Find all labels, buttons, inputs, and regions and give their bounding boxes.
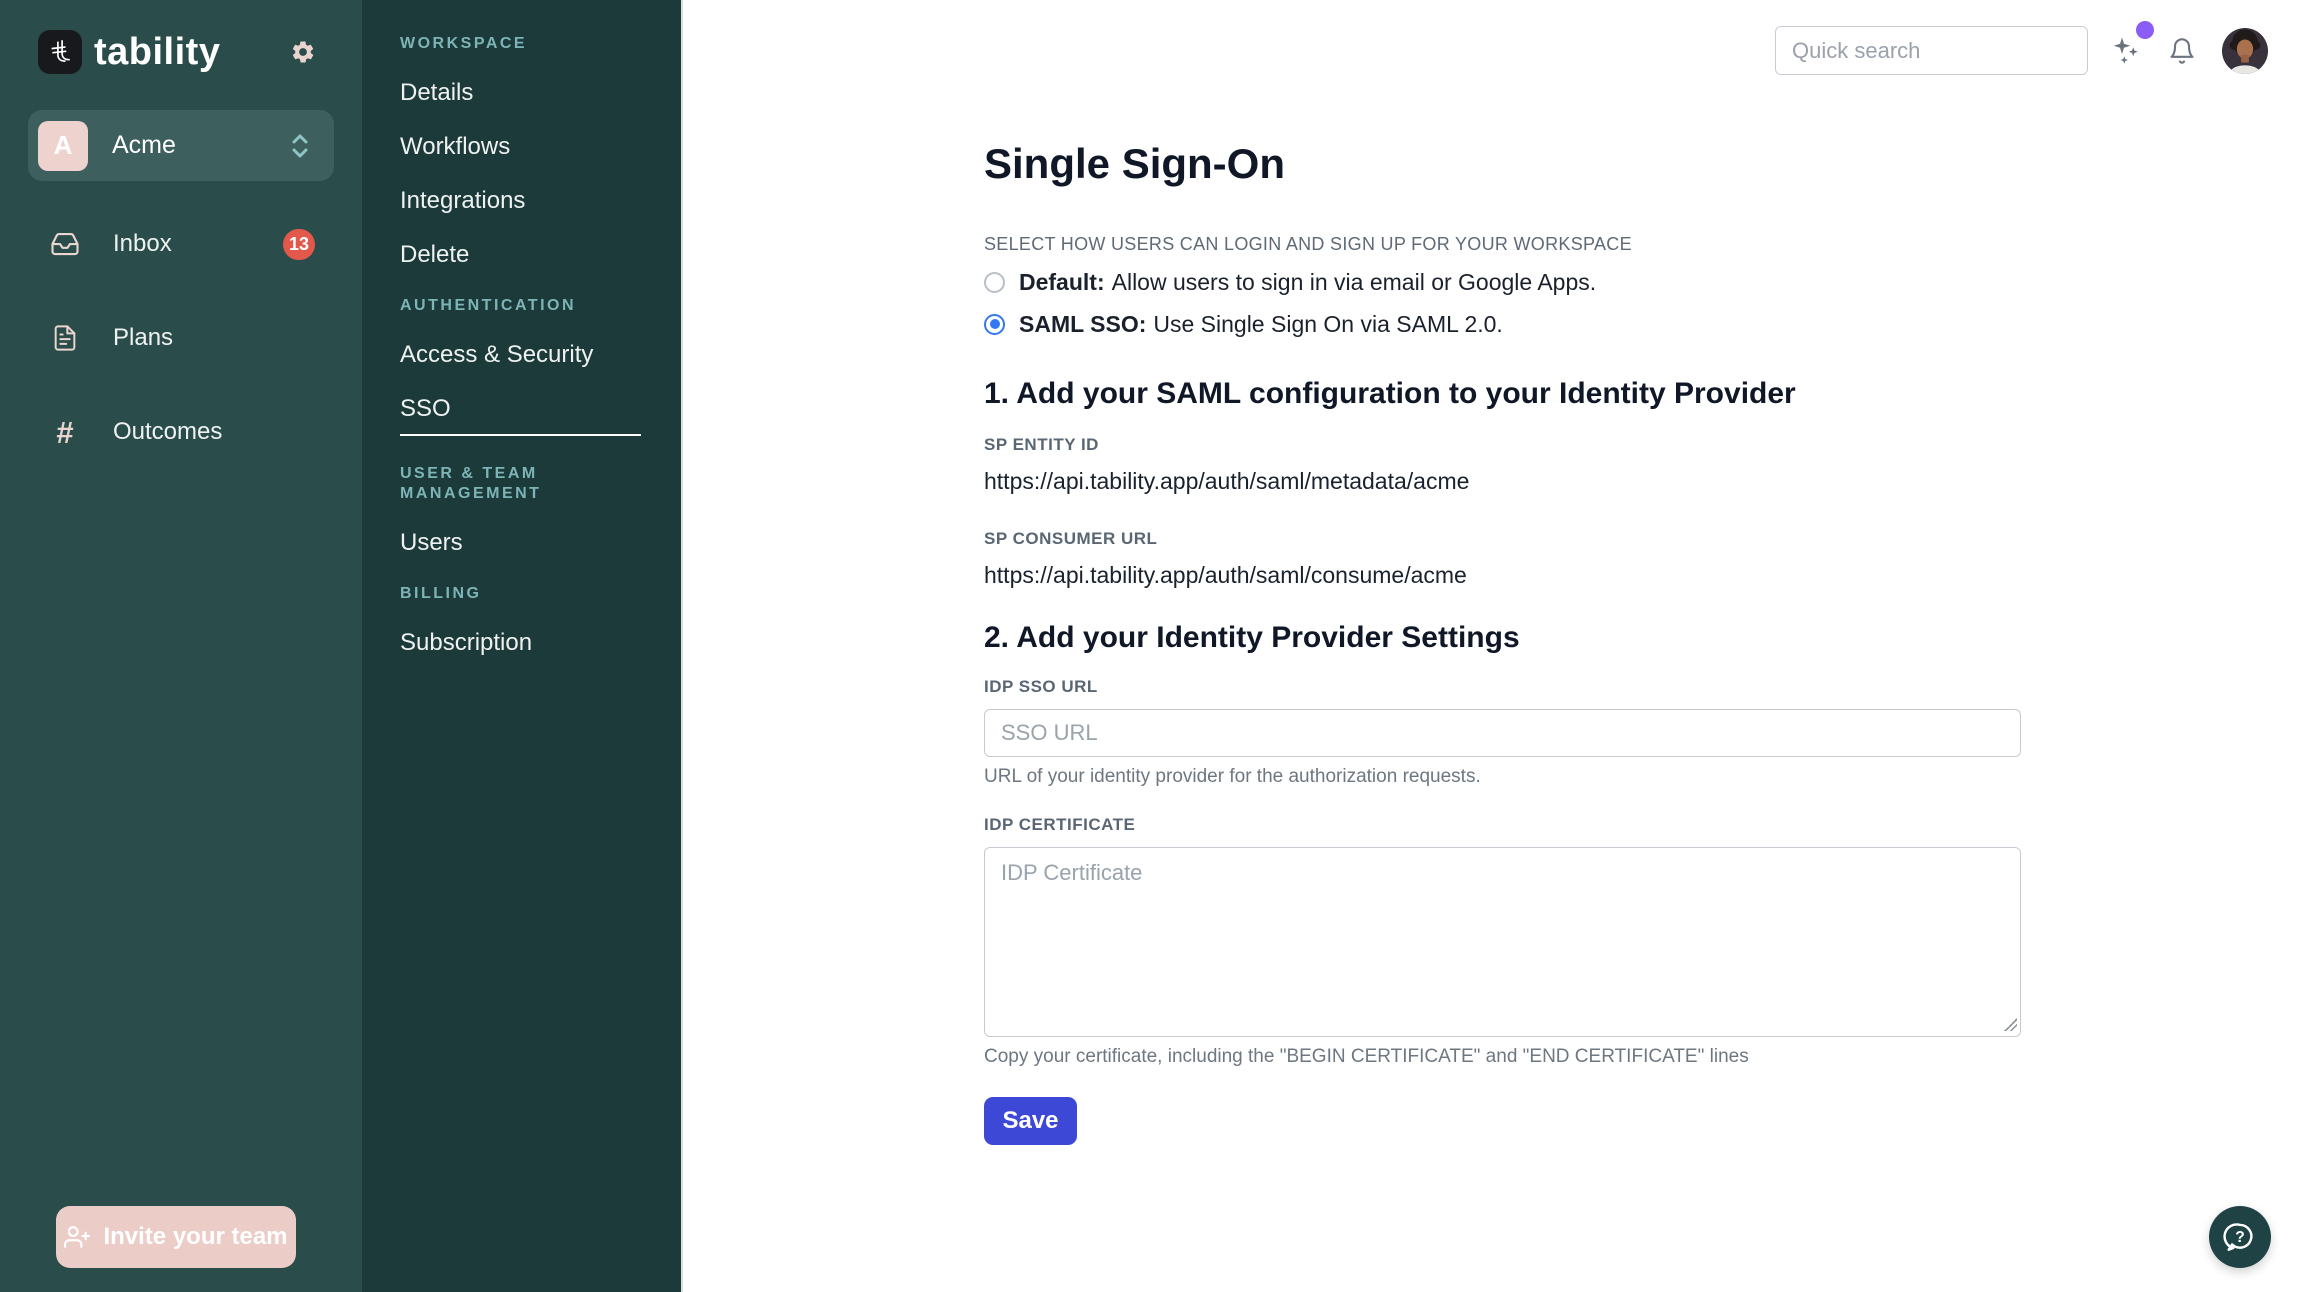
idp-sso-url-input[interactable] xyxy=(984,709,2021,757)
sidebar-item-access-security[interactable]: Access & Security xyxy=(400,341,594,368)
avatar-image xyxy=(2222,28,2268,74)
brand-name: tability xyxy=(94,30,221,73)
chevron-updown-icon xyxy=(288,131,312,161)
sidebar-item-label: Inbox xyxy=(113,230,172,257)
main-content xyxy=(683,0,2304,1292)
idp-certificate-wrap xyxy=(984,847,2021,1037)
nav-spacer xyxy=(400,428,681,438)
document-icon xyxy=(50,324,80,352)
sidebar-item-integrations[interactable]: Integrations xyxy=(400,187,526,214)
option-saml-text: SAML SSO: Use Single Sign On via SAML 2.0. xyxy=(1019,311,1503,337)
sp-entity-id-label: SP ENTITY ID xyxy=(984,435,1099,454)
sidebar-item-label: Plans xyxy=(113,324,174,351)
option-saml-sso[interactable] xyxy=(984,309,2021,339)
gear-icon xyxy=(290,39,316,65)
sidebar-item-outcomes[interactable] xyxy=(0,400,362,464)
option-default[interactable] xyxy=(984,267,2021,297)
nav-section-header: USER & TEAM MANAGEMENT xyxy=(400,465,542,502)
nav-section-header: WORKSPACE xyxy=(400,35,528,52)
workspace-name: Acme xyxy=(112,131,176,159)
sidebar-item-subscription[interactable]: Subscription xyxy=(400,629,533,656)
invite-team-label: Invite your team xyxy=(103,1223,288,1250)
idp-certificate-textarea[interactable] xyxy=(984,847,2021,1037)
idp-sso-url-helper: URL of your identity provider for the authorization requests. xyxy=(984,766,1481,787)
sidebar-item-delete[interactable]: Delete xyxy=(400,241,470,268)
hash-icon: # xyxy=(56,414,74,450)
nav-section-header: BILLING xyxy=(400,585,482,602)
sidebar-item-plans[interactable] xyxy=(0,306,362,370)
svg-text:?: ? xyxy=(2235,1229,2245,1247)
idp-sso-url-label: IDP SSO URL xyxy=(984,677,1098,696)
user-plus-icon xyxy=(64,1224,90,1250)
sidebar-item-users[interactable]: Users xyxy=(400,529,463,556)
section2-title: 2. Add your Identity Provider Settings xyxy=(984,621,1520,654)
radio-saml-sso[interactable] xyxy=(984,314,1005,335)
bell-icon xyxy=(2168,37,2196,65)
brand-row xyxy=(0,0,362,74)
sidebar-item-label: Outcomes xyxy=(113,418,223,445)
ai-sparkles-button[interactable] xyxy=(2104,27,2152,75)
radio-default[interactable] xyxy=(984,272,1005,293)
sso-settings-panel xyxy=(984,0,2021,1145)
nav-section-header: AUTHENTICATION xyxy=(400,297,577,314)
help-chat-icon xyxy=(2223,1220,2257,1254)
workspace-switcher[interactable] xyxy=(28,110,334,181)
login-mode-label: SELECT HOW USERS CAN LOGIN AND SIGN UP FOR YOUR WORKSPACE xyxy=(984,234,1632,254)
user-avatar[interactable] xyxy=(2222,28,2268,74)
sidebar-item-details[interactable]: Details xyxy=(400,79,474,106)
invite-team-button[interactable] xyxy=(56,1206,296,1268)
option-default-text: Default: Allow users to sign in via email or Google Apps. xyxy=(1019,269,1597,295)
help-button[interactable] xyxy=(2209,1206,2271,1268)
tability-logo[interactable] xyxy=(38,30,82,74)
notification-dot xyxy=(2136,21,2154,39)
resize-handle[interactable] xyxy=(2004,1018,2017,1031)
workspace-avatar: A xyxy=(38,121,88,171)
idp-certificate-helper: Copy your certificate, including the "BEGIN CERTIFICATE" and "END CERTIFICATE" lines xyxy=(984,1046,1749,1067)
sidebar-item-inbox[interactable] xyxy=(0,212,362,276)
notifications-button[interactable] xyxy=(2164,33,2200,69)
section1-title: 1. Add your SAML configuration to your Identity Provider xyxy=(984,377,1796,410)
sp-entity-id-value: https://api.tability.app/auth/saml/metadata/acme xyxy=(984,468,1470,494)
primary-nav xyxy=(0,212,362,464)
primary-sidebar xyxy=(0,0,362,1292)
save-button[interactable]: Save xyxy=(984,1097,1077,1145)
sidebar-item-sso[interactable]: SSO xyxy=(400,394,451,428)
idp-certificate-label: IDP CERTIFICATE xyxy=(984,815,1136,834)
inbox-icon xyxy=(50,229,80,259)
page-title: Single Sign-On xyxy=(984,140,1285,187)
settings-gear-button[interactable] xyxy=(290,39,316,65)
sp-consumer-url-value: https://api.tability.app/auth/saml/consume/acme xyxy=(984,562,1467,588)
sidebar-item-workflows[interactable]: Workflows xyxy=(400,133,511,160)
tability-logo-icon xyxy=(46,38,74,66)
settings-nav xyxy=(362,0,683,1292)
login-mode-options xyxy=(984,267,2021,339)
sp-consumer-url-label: SP CONSUMER URL xyxy=(984,529,1158,548)
inbox-count-badge: 13 xyxy=(283,229,315,260)
